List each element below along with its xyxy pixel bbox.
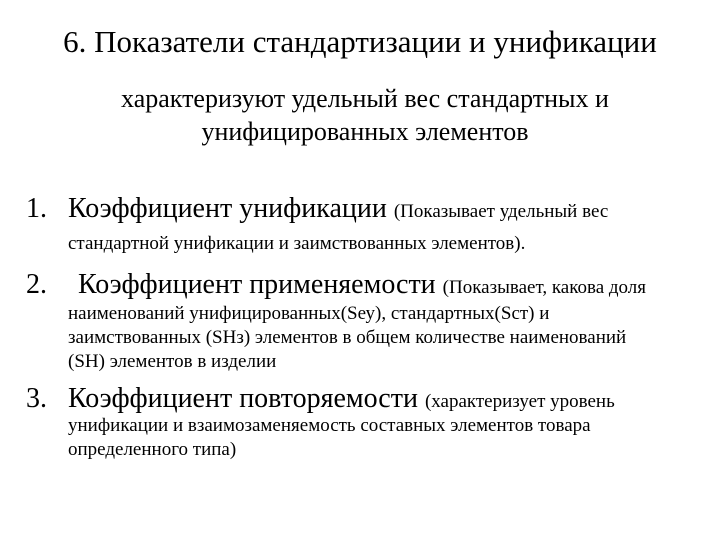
slide-title: 6. Показатели стандартизации и унификации	[63, 24, 657, 59]
item-name: Коэффициент унификации	[68, 193, 387, 224]
item-description	[68, 414, 688, 462]
description-line: (SН) элементов в изделии	[68, 351, 277, 372]
item-number: 3.	[26, 383, 47, 414]
item-heading	[68, 192, 608, 229]
description-line: заимствованных (SНз) элементов в общем количестве наименований	[68, 327, 627, 348]
item-description-start: (характеризует уровень	[424, 391, 615, 412]
description-line: определенного типа)	[68, 439, 237, 460]
item-description-start: (Показывает удельный вес	[393, 201, 609, 222]
description-line: унификации и взаимозаменяемость составных элементов товара	[68, 415, 591, 436]
description-line: наименований унифицированных(Sеу), стандартных(Sст) и	[68, 303, 550, 324]
item-heading	[78, 268, 646, 305]
subtitle-line: унифицированных элементов	[201, 117, 529, 146]
item-description	[68, 302, 688, 374]
item-name: Коэффициент применяемости	[78, 269, 436, 300]
item-number: 2.	[26, 269, 47, 300]
item-description-start: (Показывает, какова доля	[442, 277, 647, 298]
slide-subtitle	[40, 82, 690, 148]
item-name: Коэффициент повторяемости	[68, 383, 418, 414]
item-description	[68, 232, 688, 256]
item-number: 1.	[26, 193, 47, 224]
subtitle-line: характеризуют удельный вес стандартных и	[121, 84, 609, 113]
description-line: стандартной унификации и заимствованных элементов).	[68, 233, 526, 254]
